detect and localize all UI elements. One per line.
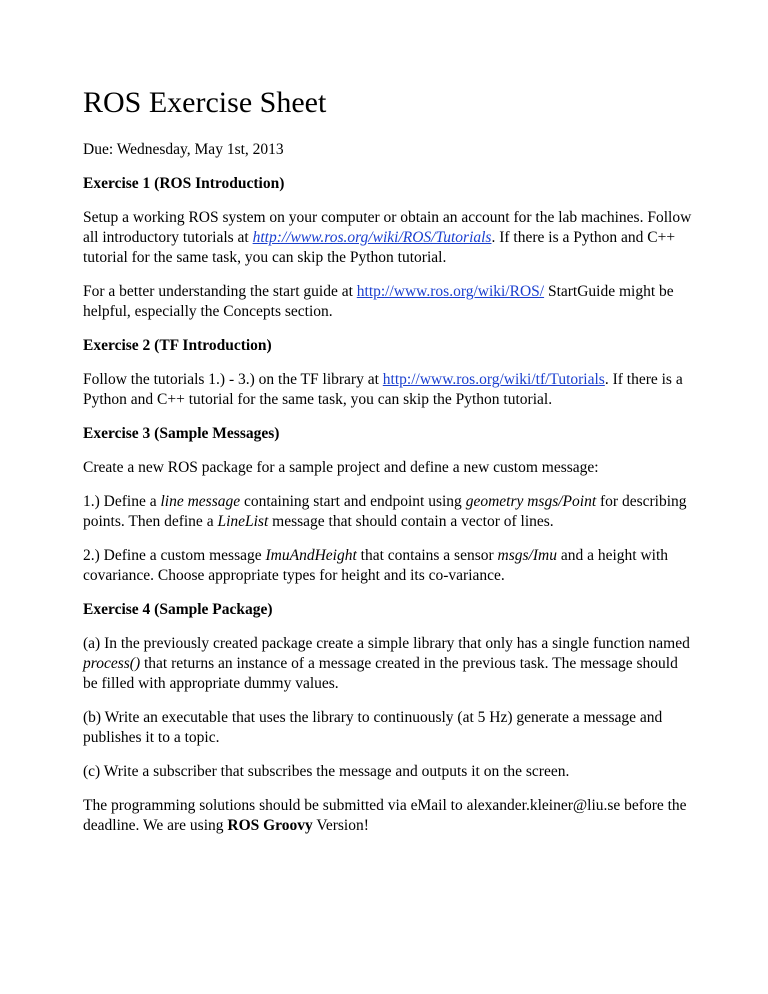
ex4-a-text-2: that returns an instance of a message created in the previous task. The message should be filled with appropriate dummy values. xyxy=(83,655,678,692)
ex4-a-text-1: (a) In the previously created package create a simple library that only has a single function named xyxy=(83,635,690,652)
ex1-p1-text-b: . If there is a Python and C++ tutorial for the same task, you can skip the Python tutorial. xyxy=(83,229,676,266)
ex2-p1-text-b: . If there is a Python and C++ tutorial for the same task, you can skip the Python tutorial. xyxy=(83,371,683,408)
ex1-p1-text-a: Setup a working ROS system on your computer or obtain an account for the lab machines. Follow all introductory tutorials at xyxy=(83,209,692,246)
exercise-1-paragraph-2 xyxy=(83,282,693,322)
exercise-1-heading: Exercise 1 (ROS Introduction) xyxy=(83,175,285,192)
ex3-item1-c: for describing points. Then define a xyxy=(83,493,687,530)
ex1-p2-text-a: For a better understanding the start guide at xyxy=(83,283,357,300)
ex3-item1-i2: geometry msgs/Point xyxy=(465,493,597,510)
ex3-item1-i1: line message xyxy=(160,493,241,510)
submission-note xyxy=(83,796,693,836)
ex3-item1-b: containing start and endpoint using xyxy=(240,493,466,510)
ex3-item2-a: 2.) Define a custom message xyxy=(83,547,266,564)
ex3-item2-b: that contains a sensor xyxy=(356,547,498,564)
document-title: ROS Exercise Sheet xyxy=(83,86,327,119)
ex3-item2-i1: ImuAndHeight xyxy=(265,547,357,564)
ex3-item2-c: and a height with covariance. Choose appropriate types for height and its co-variance. xyxy=(83,547,669,584)
exercise-1-paragraph-1 xyxy=(83,208,693,268)
exercise-3-intro: Create a new ROS package for a sample project and define a new custom message: xyxy=(83,459,599,476)
tf-tutorials-link[interactable]: http://www.ros.org/wiki/tf/Tutorials xyxy=(382,371,605,388)
ex3-item1-d: message that should contain a vector of lines. xyxy=(268,513,554,530)
ex3-item1-a: 1.) Define a xyxy=(83,493,161,510)
ex1-p2-text-b: StartGuide might be helpful, especially the Concepts section. xyxy=(83,283,674,320)
submission-text-a: The programming solutions should be submitted via eMail to alexander.kleiner@liu.se before the deadline. We are using xyxy=(83,797,687,834)
document-content xyxy=(83,86,693,836)
ex4-a-function-name: process() xyxy=(83,655,141,672)
ex3-item2-i2: msgs/Imu xyxy=(497,547,557,564)
ros-startguide-link[interactable]: http://www.ros.org/wiki/ROS/ xyxy=(356,283,545,300)
submission-text-c: Version! xyxy=(312,817,369,834)
exercise-4-part-c: (c) Write a subscriber that subscribes the message and outputs it on the screen. xyxy=(83,763,570,780)
exercise-3-item-2 xyxy=(83,546,693,586)
exercise-2-paragraph xyxy=(83,370,693,410)
ros-tutorials-link[interactable]: http://www.ros.org/wiki/ROS/Tutorials xyxy=(252,229,492,246)
exercise-4-heading: Exercise 4 (Sample Package) xyxy=(83,601,273,618)
exercise-2-heading: Exercise 2 (TF Introduction) xyxy=(83,337,272,354)
ros-version-name: ROS Groovy xyxy=(227,817,313,834)
ex2-p1-text-a: Follow the tutorials 1.) - 3.) on the TF library at xyxy=(83,371,383,388)
exercise-4-part-b: (b) Write an executable that uses the library to continuously (at 5 Hz) generate a message and publishes it to a topic. xyxy=(83,709,663,746)
exercise-3-item-1 xyxy=(83,492,693,532)
exercise-4-part-a xyxy=(83,634,693,694)
exercise-3-heading: Exercise 3 (Sample Messages) xyxy=(83,425,280,442)
due-date: Due: Wednesday, May 1st, 2013 xyxy=(83,141,284,158)
ex3-item1-i3: LineList xyxy=(217,513,269,530)
